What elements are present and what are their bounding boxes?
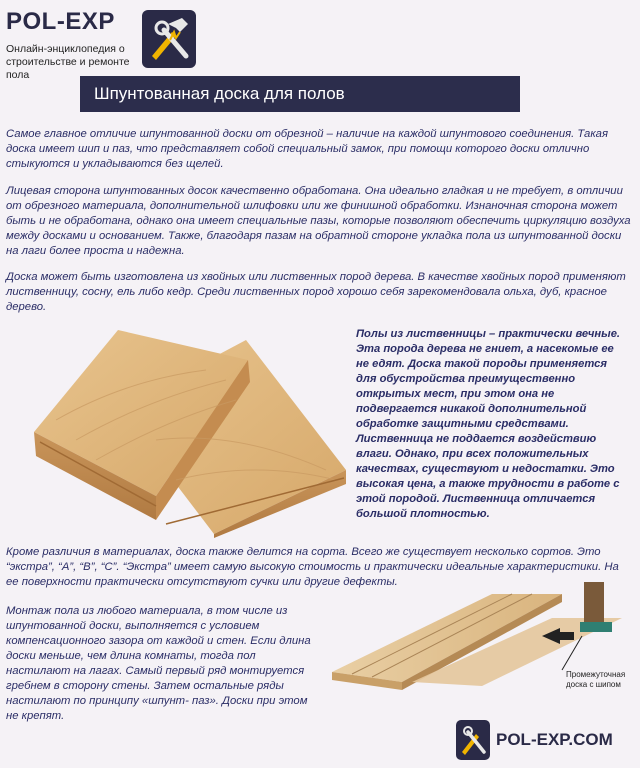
paragraph-grades: Кроме различия в материалах, доска также делится на сорта. Всего же существует несколько сортов. Это “экстра”, “А”, “В”, “С”. “Экстра” имеет самую высокую стоимость и практически идеальные характеристики. На ее поверхности практически отсутствуют сучки или другие дефекты.: [6, 546, 619, 588]
diagram-label: [566, 670, 636, 690]
logo-tagline-line-2: строительстве и ремонте пола: [6, 56, 130, 81]
tongue-groove-planks-image: [6, 320, 350, 538]
logo-tagline-line-1: Онлайн-энциклопедия о: [6, 43, 125, 55]
diagram-label-line-1: Промежуточная: [566, 670, 626, 679]
site-logo[interactable]: [6, 8, 196, 81]
paragraph-installation: Монтаж пола из любого материала, в том числе из шпунтованной доски, выполняется с условием компенсационного зазора от каждой и стен. Если длина доски меньше, чем длина комнаты, тогда пол настилают на лагах. Самый первый ряд монтируется гребнем в сторону стены. Затем остальные ряды настилают по принципу «шпунт- паз». Доски при этом не крепят.: [6, 605, 311, 722]
logo-name: POL-EXP: [6, 8, 115, 35]
paragraph-wood-species: Доска может быть изготовлена из хвойных или лиственных пород дерева. В качестве хвойных пород применяют лиственницу, сосну, ель либо кедр. Среди лиственных пород хорошо себя зарекомендовала ольха, дуб, красное дерево.: [6, 271, 626, 313]
paragraph-larch: Полы из лиственницы – практически вечные. Эта порода дерева не гниет, а насекомые ее не едят. Доска такой породы применяется для обустройства преимущественно открытых мест, при этом она не подвергается никакой дополнительной обработке защитными средствами. Лиственница не поддается воздействию влаги. Однако, при всех положительных качествах, существуют и недостатки. Это высокая цена, а также трудности в работе с этой породой. Лиственница отличается большой плотностью.: [356, 328, 621, 520]
footer-site-name: POL-EXP.COM: [496, 730, 613, 749]
paragraph-difference: Самое главное отличие шпунтованной доски от обрезной – наличие на каждой шпунтового соединения. Такая доска имеет шип и паз, что представляет собой специальный замок, при помощи которого доски отлично стыкуются и укладываются без щелей.: [6, 128, 608, 170]
footer-logo[interactable]: [456, 718, 636, 762]
title-bar: [80, 76, 520, 112]
hammer-wrench-icon: [142, 10, 196, 68]
hammer-wrench-icon: [456, 720, 490, 760]
page-title: Шпунтованная доска для полов: [94, 84, 345, 103]
diagram-label-line-2: доска с шипом: [566, 680, 621, 689]
paragraph-face-side: Лицевая сторона шпунтованных досок качественно обработана. Она идеально гладкая и не требует, в отличии от обрезного материала, дополнительной шлифовки или же финишной обработки. Изнаночная сторона может быть и не обработана, однако она имеет специальные пазы, которые позволяют обеспечить циркуляцию воздуха между досками и основанием. Также, благодаря пазам на обратной стороне укладка пола из шпунтованной доски на лаги более проста и надежна.: [6, 185, 631, 257]
